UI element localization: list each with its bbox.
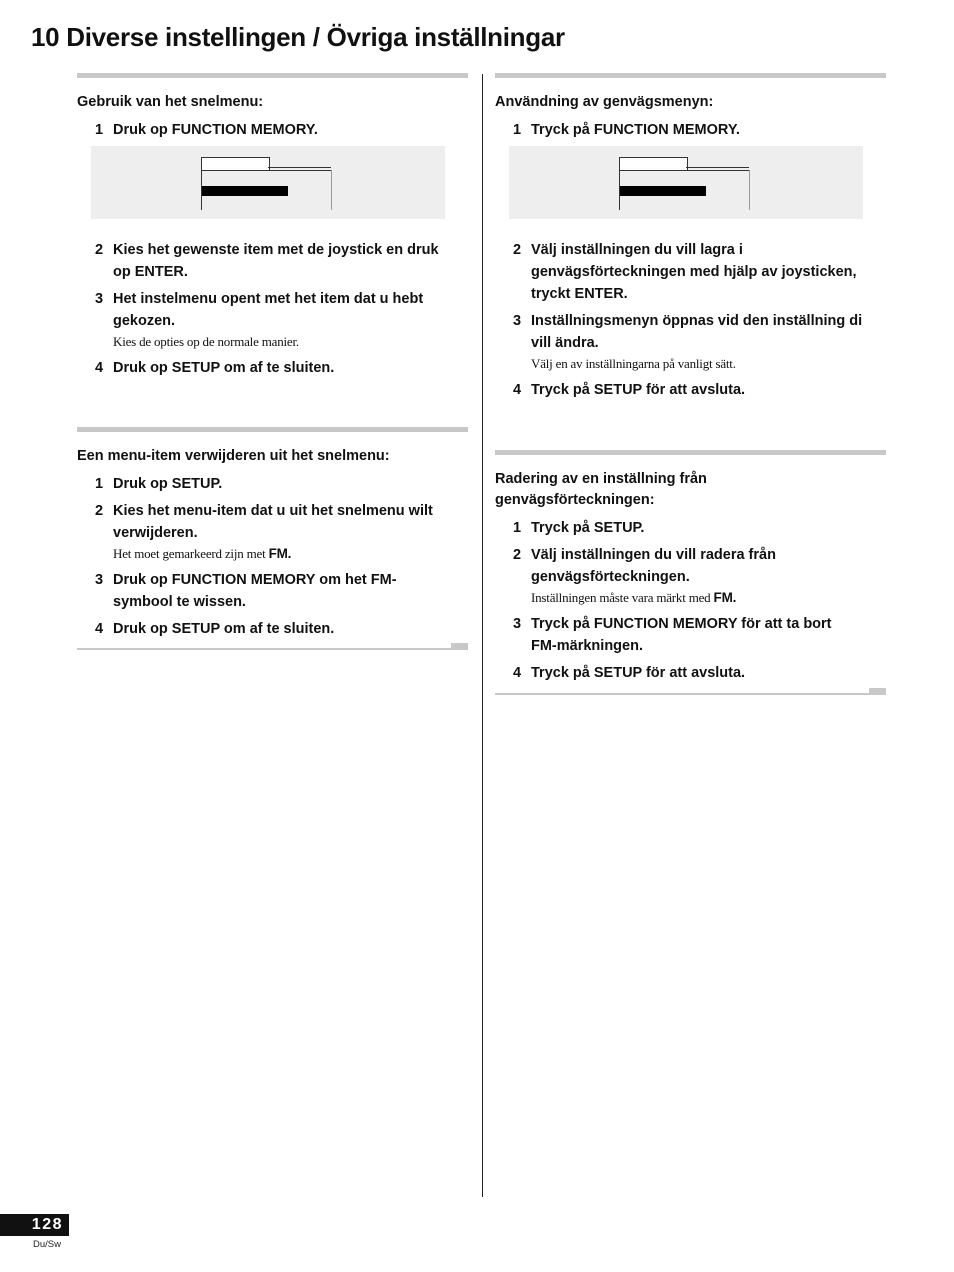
- step-1: 1 Druk op SETUP.: [95, 476, 223, 492]
- section-end-rule: [495, 693, 886, 695]
- step-4: 4 Druk op SETUP om af te sluiten.: [95, 360, 335, 376]
- section-remove-item-sv: [495, 450, 886, 689]
- section-heading: Användning av genvägsmenyn:: [495, 94, 714, 110]
- step-3: 3 Druk op FUNCTION MEMORY om het FM- symbool te wissen.: [95, 572, 397, 610]
- step-4: 4 Tryck på SETUP för att avsluta.: [513, 665, 746, 681]
- step-4: 4 Tryck på SETUP för att avsluta.: [513, 382, 746, 398]
- step-note: Välj en av inställningarna på vanligt sätt.: [531, 356, 736, 371]
- page-title: 10 Diverse instellingen / Övriga inställningar: [31, 22, 565, 52]
- step-1: 1 Druk op FUNCTION MEMORY.: [95, 122, 318, 138]
- step-1: 1 Tryck på FUNCTION MEMORY.: [513, 122, 740, 138]
- section-rule: [495, 73, 886, 78]
- menu-screen-illustration: [509, 146, 863, 219]
- section-rule: [77, 427, 468, 432]
- section-heading: Een menu-item verwijderen uit het snelmenu:: [77, 448, 390, 464]
- section-rule: [495, 450, 886, 455]
- step-3: 3 Tryck på FUNCTION MEMORY för att ta bort FM-märkningen.: [513, 616, 832, 654]
- section-rule: [77, 73, 468, 78]
- step-3: 3 Het instelmenu opent met het item dat u hebt gekozen.: [95, 291, 424, 329]
- section-heading: Gebruik van het snelmenu:: [77, 94, 264, 110]
- step-2: 2 Kies het gewenste item met de joystick en druk op ENTER.: [95, 242, 439, 280]
- menu-highlight-bar: [620, 186, 706, 196]
- section-end-rule: [77, 648, 468, 650]
- step-2: 2 Välj inställningen du vill lagra i genvägsförteckningen med hjälp av joysticken, tryckt ENTER.: [513, 242, 857, 302]
- step-1: 1 Tryck på SETUP.: [513, 520, 645, 536]
- section-remove-item-nl: [77, 427, 468, 645]
- step-note: Inställningen måste vara märkt med FM.: [531, 590, 737, 605]
- step-note: Kies de opties op de normale manier.: [113, 334, 299, 349]
- menu-tab: [201, 157, 270, 171]
- section-heading: Radering av en inställning från genvägsförteckningen:: [495, 471, 707, 508]
- section-quick-menu-use-sv: [495, 73, 886, 406]
- step-4: 4 Druk op SETUP om af te sluiten.: [95, 621, 335, 637]
- menu-tab: [619, 157, 688, 171]
- page-number: 128: [0, 1214, 69, 1236]
- step-2: 2 Kies het menu-item dat u uit het snelmenu wilt verwijderen.: [95, 503, 433, 541]
- step-3: 3 Inställningsmenyn öppnas vid den inställning di vill ändra.: [513, 313, 863, 351]
- step-note: Het moet gemarkeerd zijn met FM.: [113, 546, 292, 561]
- menu-screen-illustration: [91, 146, 445, 219]
- section-quick-menu-use-nl: [77, 73, 468, 384]
- language-code: Du/Sw: [33, 1239, 61, 1250]
- column-divider: [482, 74, 483, 1197]
- step-2: 2 Välj inställningen du vill radera från genvägsförteckningen.: [513, 547, 776, 585]
- menu-highlight-bar: [202, 186, 288, 196]
